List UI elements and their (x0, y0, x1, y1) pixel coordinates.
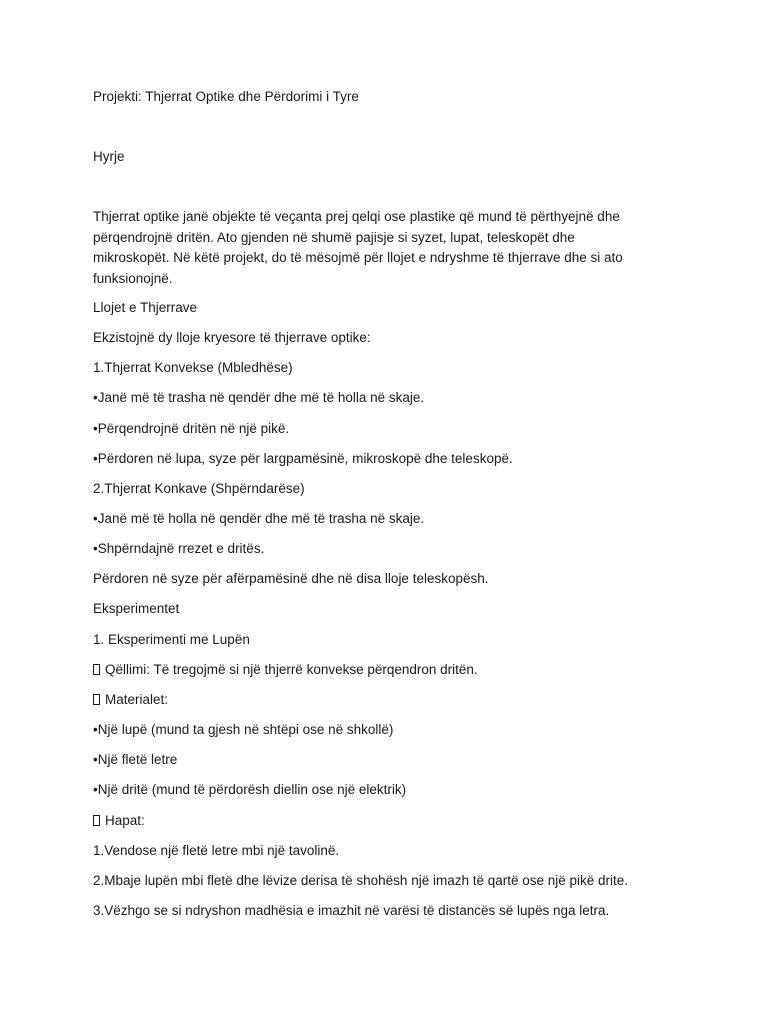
types-intro: Ekzistojnë dy lloje kryesore të thjerrave optike: (93, 330, 371, 345)
concave-usage: Përdoren në syze për afërpamësinë dhe në disa lloje teleskopësh. (93, 571, 489, 586)
missing-glyph-icon (93, 694, 100, 705)
material-item: •Një dritë (mund të përdorësh diellin ose një elektrik) (93, 782, 407, 797)
concave-point: •Janë më të holla në qendër dhe më të trasha në skaje. (93, 511, 425, 526)
step-item: 3.Vëzhgo se si ndryshon madhësia e imazhit në varësi të distancës së lupës nga letra. (93, 903, 610, 918)
steps-label: Hapat: (105, 813, 145, 828)
step-item: 2.Mbaje lupën mbi fletë dhe lëvize derisa të shohësh një imazh të qartë ose një pikë drite. (93, 873, 629, 888)
convex-point: •Përqendrojnë dritën në një pikë. (93, 421, 290, 436)
material-item: •Një lupë (mund ta gjesh në shtëpi ose në shkollë) (93, 722, 394, 737)
intro-line: mikroskopët. Në këtë projekt, do të mësojmë për llojet e ndryshme të thjerrave dhe si ato (93, 250, 623, 265)
document-title: Projekti: Thjerrat Optike dhe Përdorimi i Tyre (93, 89, 359, 104)
concave-title: 2.Thjerrat Konkave (Shpërndarëse) (93, 481, 305, 496)
goal-label: Qëllimi: Të tregojmë si një thjerrë konvekse përqendron dritën. (105, 662, 478, 677)
missing-glyph-icon (93, 664, 100, 675)
intro-line: Thjerrat optike janë objekte të veçanta prej qelqi ose plastike që mund të përthyejnë dhe (93, 209, 620, 224)
heading-types: Llojet e Thjerrave (93, 300, 198, 315)
concave-point: •Shpërndajnë rrezet e dritës. (93, 541, 265, 556)
experiment1-title: 1. Eksperimenti me Lupën (93, 632, 250, 647)
heading-experiments: Eksperimentet (93, 601, 180, 616)
materials-line (93, 690, 168, 711)
convex-point: •Janë më të trasha në qendër dhe më të holla në skaje. (93, 390, 425, 405)
goal-line (93, 660, 478, 681)
heading-intro: Hyrje (93, 149, 125, 164)
convex-point: •Përdoren në lupa, syze për largpamësinë, mikroskopë dhe teleskopë. (93, 451, 513, 466)
step-item: 1.Vendose një fletë letre mbi një tavolinë. (93, 843, 340, 858)
intro-paragraph (93, 207, 673, 289)
intro-line: përqendrojnë dritën. Ato gjenden në shumë pajisje si syzet, lupat, teleskopët dhe (93, 229, 575, 245)
convex-title: 1.Thjerrat Konvekse (Mbledhëse) (93, 360, 293, 375)
missing-glyph-icon (93, 815, 100, 826)
steps-line (93, 811, 145, 832)
intro-line: funksionojnë. (93, 270, 173, 286)
materials-label: Materialet: (105, 692, 169, 707)
material-item: •Një fletë letre (93, 752, 178, 767)
